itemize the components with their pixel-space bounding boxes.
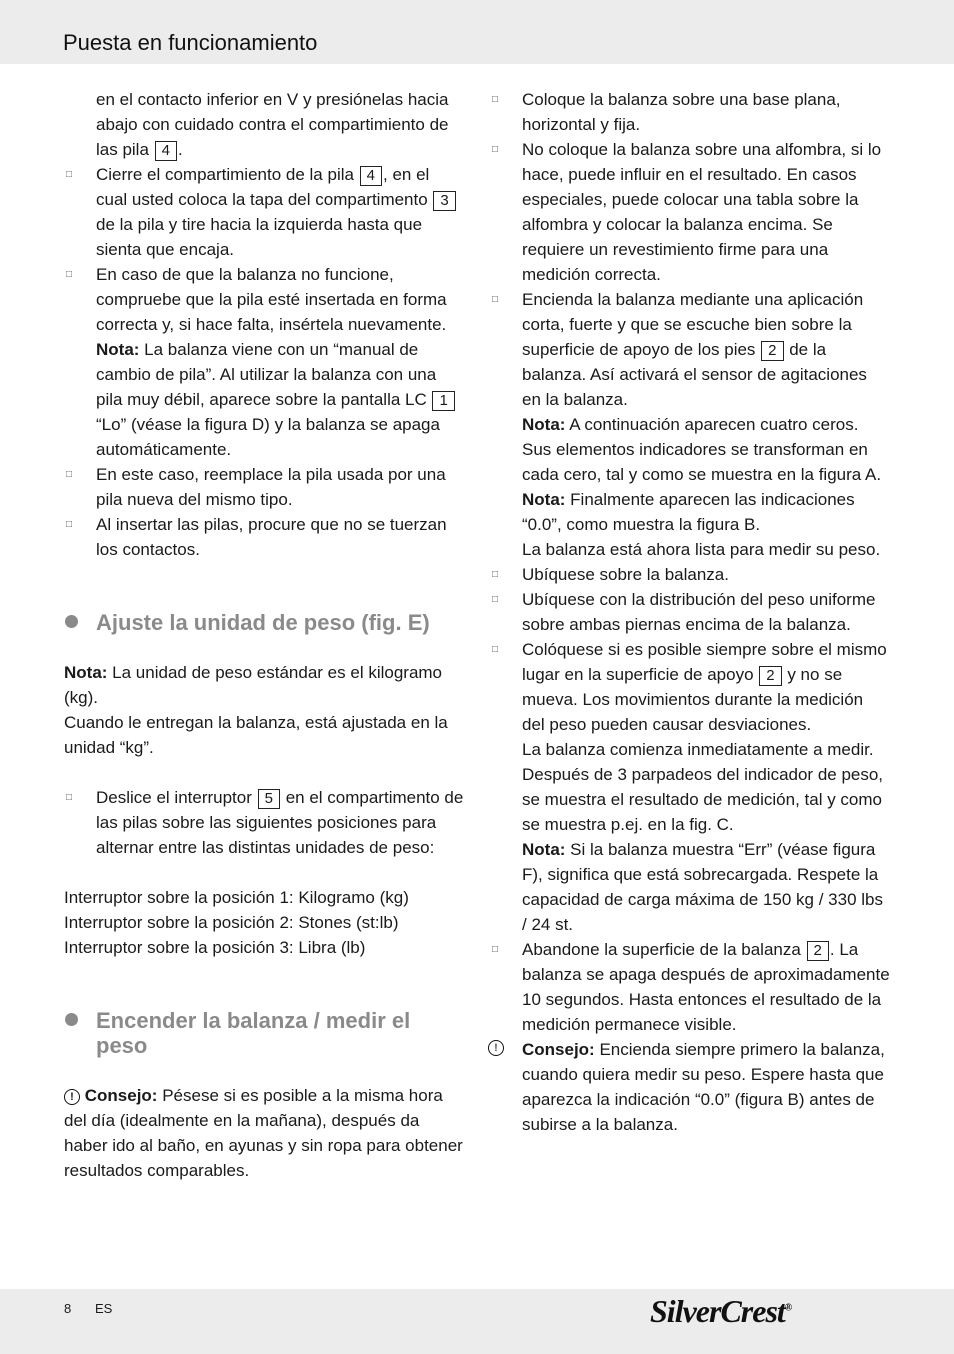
section-heading-unit: Ajuste la unidad de peso (fig. E)	[64, 610, 464, 635]
bullet-dot-icon	[65, 615, 78, 628]
list-item: □ Abandone la superficie de la balanza 2 . La balanza se apaga después de aproximadamente 10 segundos. Hasta entonces el resultado de la medición permanece visible.	[492, 940, 890, 1034]
ref-number: 3	[433, 191, 455, 211]
list-item: □ Cierre el compartimiento de la pila 4 , en el cual usted coloca la tapa del compartimento 3 de la pila y tire hacia la izquierda hasta que sienta que encaja.	[64, 162, 464, 262]
list-item: □ Encienda la balanza mediante una aplicación corta, fuerte y que se escuche bien sobre la superficie de apoyo de los pies 2 de la balanza. Así activará el sensor de agitaciones en la balanza. Nota: A continuación aparecen cuatro ceros. Sus elementos indicadores se transforman en cada cero, tal y como se muestra en la figura A. Nota: Finalmente aparecen las indicaciones “0.0”, como muestra la figura B. La balanza está ahora lista para medir su peso.	[492, 290, 882, 559]
ref-number: 4	[360, 166, 382, 186]
list-item: □ Colóquese si es posible siempre sobre el mismo lugar en la superficie de apoyo 2 y no se mueva. Los movimientos durante la medición del peso pueden causar desviaciones. La balanza comienza inmediatamente a medir. Después de 3 parpadeos del indicador de peso, se muestra el resultado de medición, tal y como se muestra p.ej. en la fig. C. Nota: Si la balanza muestra “Err” (véase figura F), significa que está sobrecargada. Respete la capacidad de carga máxima de 150 kg / 330 lbs / 24 st.	[492, 640, 887, 934]
paragraph: Cuando le entregan la balanza, está ajustada en la unidad “kg”.	[64, 713, 448, 757]
ref-number: 2	[759, 666, 781, 686]
page-number: 8	[64, 1301, 72, 1316]
ref-number: 2	[807, 941, 829, 961]
left-column	[64, 87, 464, 1183]
list-item: □ Ubíquese con la distribución del peso uniforme sobre ambas piernas encima de la balanza.	[492, 590, 876, 634]
section-heading-weigh: Encender la balanza / medir el peso	[64, 1008, 464, 1058]
list-item: □ Al insertar las pilas, procure que no se tuerzan los contactos.	[66, 515, 447, 559]
ref-number: 4	[155, 141, 177, 161]
switch-position-2: Interruptor sobre la posición 2: Stones (st:lb)	[64, 913, 399, 932]
warning-icon: !	[488, 1040, 504, 1056]
list-item: □ No coloque la balanza sobre una alfombra, si lo hace, puede influir en el resultado. En casos especiales, puede colocar una tabla sobre la alfombra y colocar la balanza encima. Se requiere un revestimiento firme para una medición correcta.	[492, 140, 882, 284]
page-title: Puesta en funcionamiento	[63, 30, 318, 55]
tip-item: ! Consejo: Encienda siempre primero la balanza, cuando quiera medir su peso. Espere hasta que aparezca la indicación “0.0” (figura B) antes de subirse a la balanza.	[490, 1037, 890, 1137]
ref-number: 2	[761, 341, 783, 361]
list-item: □ En este caso, reemplace la pila usada por una pila nueva del mismo tipo.	[66, 465, 446, 509]
list-item: □ Coloque la balanza sobre una base plana, horizontal y fija.	[492, 90, 841, 134]
brand-logo: SilverCrest®	[650, 1293, 792, 1329]
list-item: □ En caso de que la balanza no funcione, compruebe que la pila esté insertada en forma correcta y, si hace falta, insértela nuevamente. Nota: La balanza viene con un “manual de cambio de pila”. Al utilizar la balanza con una pila muy débil, aparece sobre la pantalla LC 1 “Lo” (véase la figura D) y la balanza se apaga automáticamente.	[64, 262, 464, 462]
switch-position-1: Interruptor sobre la posición 1: Kilogramo (kg)	[64, 888, 409, 907]
list-item: □ Ubíquese sobre la balanza.	[492, 565, 729, 584]
language-code: ES	[95, 1301, 113, 1316]
switch-position-3: Interruptor sobre la posición 3: Libra (lb)	[64, 938, 366, 957]
paragraph: en el contacto inferior en V y presiónelas hacia abajo con cuidado contra el compartimiento de las pila 4 .	[96, 90, 449, 159]
tip-paragraph: ! Consejo: Pésese si es posible a la misma hora del día (idealmente en la mañana), después da haber ido al baño, en ayunas y sin ropa para obtener resultados comparables.	[64, 1086, 463, 1180]
right-column	[490, 87, 890, 1137]
bullet-dot-icon	[65, 1013, 78, 1026]
ref-number: 1	[432, 391, 454, 411]
paragraph: Nota: La unidad de peso estándar es el kilogramo (kg).	[64, 663, 443, 707]
list-item: □ Deslice el interruptor 5 en el compartimento de las pilas sobre las siguientes posiciones para alternar entre las distintas unidades de peso:	[66, 788, 464, 857]
ref-number: 5	[258, 789, 280, 809]
footer-bar	[0, 1289, 954, 1354]
warning-icon: !	[64, 1089, 80, 1105]
